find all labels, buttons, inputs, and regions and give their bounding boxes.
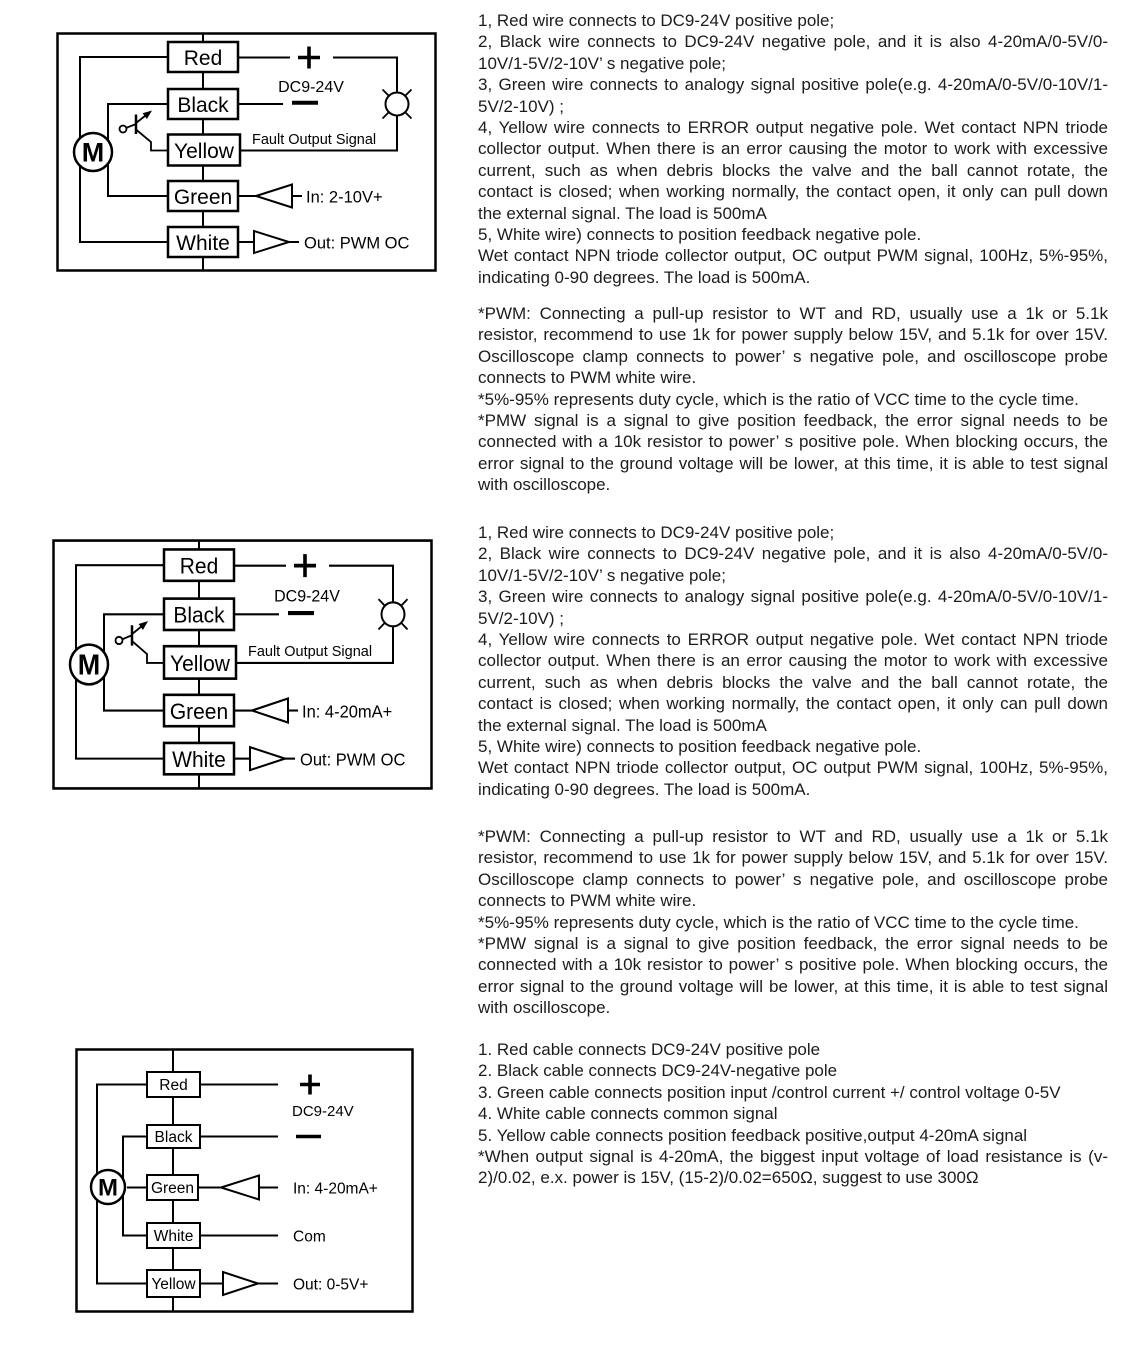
wire-label-yellow: Yellow [151,1276,196,1293]
common-signal-label: Com [293,1228,326,1246]
paragraph: *PWM: Connecting a pull-up resistor to WT and RD, usually use a 1k or 5.1k resistor, recommend to use 1k for power supply below 15V, and 5.1k for over 15V. Oscilloscope clamp connects to power’ s negative pole, and oscilloscope probe connects to PWM white wire. [478,827,1108,911]
paragraph: Wet contact NPN triode collector output, OC output PWM signal, 100Hz, 5%-95%, indicating 0-90 degrees. The load is 500mA. [478,758,1108,799]
paragraph: 1, Red wire connects to DC9-24V positive pole; [478,523,835,542]
paragraph: *PMW signal is a signal to give position feedback, the error signal needs to be connected with a 10k resistor to power’ s positive pole. When blocking occurs, the error signal to the ground voltage will be lower, at this time, it is able to test signal with oscilloscope. [478,411,1108,495]
wire-label-red: Red [183,47,223,70]
wire-label-black: Black [177,94,229,117]
wire-label-white: White [153,1228,194,1245]
wire-label-black: Black [154,1129,193,1146]
power-label: DC9-24V [278,79,344,96]
wire-label-yellow: Yellow [170,651,230,676]
paragraph: *5%-95% represents duty cycle, which is the ratio of VCC time to the cycle time. [478,389,1079,409]
power-label: DC9-24V [292,1103,354,1120]
output-signal-label: Out: 0-5V+ [293,1276,369,1294]
paragraph: 4. White cable connects common signal [478,1104,778,1124]
wiring-diagram-feedback [75,1048,414,1313]
input-signal-label: In: 4-20mA+ [302,701,393,722]
motor-label: M [98,1174,118,1202]
paragraph: 3. Green cable connects position input /control current +/ control voltage 0-5V [478,1082,1061,1102]
paragraph: 5, White wire) connects to position feedback negative pole. [478,737,922,757]
wiring-notes-block-1 [478,10,1108,288]
motor-label: M [81,137,105,168]
fault-output-label: Fault Output Signal [252,132,377,148]
wire-label-white: White [172,747,226,773]
paragraph: *5%-95% represents duty cycle, which is the ratio of VCC time to the cycle time. [478,912,1079,932]
power-label: DC9-24V [274,587,340,606]
wire-label-red: Red [159,1077,188,1094]
fault-indicator-lamp-icon [382,602,405,626]
paragraph: 2. Black cable connects DC9-24V-negative pole [478,1061,838,1081]
wiring-diagram-current-input [52,539,433,790]
input-signal-label: In: 4-20mA+ [293,1180,378,1198]
paragraph: 1. Red cable connects DC9-24V positive pole [478,1040,821,1059]
wire-label-yellow: Yellow [174,140,234,163]
paragraph: *PMW signal is a signal to give position feedback, the error signal needs to be connected with a 10k resistor to power’ s positive pole. When blocking occurs, the error signal to the ground voltage will be lower, at this time, it is able to test signal with oscilloscope. [478,934,1108,1018]
paragraph: Wet contact NPN triode collector output, OC output PWM signal, 100Hz, 5%-95%, indicating 0-90 degrees. The load is 500mA. [478,246,1108,287]
paragraph: 5. Yellow cable connects position feedback positive,output 4-20mA signal [478,1125,1028,1145]
paragraph: 2, Black wire connects to DC9-24V negative pole, and it is also 4-20mA/0-5V/0-10V/1-5V/2-10V’ s negative pole; [478,544,1108,585]
wiring-diagram-voltage-input [56,32,437,272]
wire-label-red: Red [179,554,219,579]
pwm-notes-block-1 [478,303,1108,496]
wire-label-white: White [176,232,230,255]
wire-label-green: Green [150,1180,195,1197]
fault-indicator-lamp-icon [386,93,409,116]
paragraph: 5, White wire) connects to position feedback negative pole. [478,225,922,245]
paragraph: *When output signal is 4-20mA, the biggest input voltage of load resistance is (v-2)/0.02, e.x. power is 15V, (15-2)/0.02=650Ω, suggest to use 300Ω [478,1147,1108,1188]
paragraph: 3, Green wire connects to analogy signal positive pole(e.g. 4-20mA/0-5V/0-10V/1-5V/2-10V) ; [478,75,1108,116]
output-signal-label: Out: PWM OC [304,234,410,253]
fault-output-label: Fault Output Signal [248,643,373,661]
wiring-notes-block-2 [478,522,1108,800]
paragraph: 3, Green wire connects to analogy signal positive pole(e.g. 4-20mA/0-5V/0-10V/1-5V/2-10V) ; [478,587,1108,628]
wire-label-green: Green [173,186,233,209]
pwm-notes-block-2 [478,826,1108,1019]
input-signal-label: In: 2-10V+ [306,188,383,207]
wire-label-black: Black [173,603,225,628]
wiring-notes-block-3 [478,1039,1108,1189]
output-signal-label: Out: PWM OC [300,750,406,770]
paragraph: 1, Red wire connects to DC9-24V positive pole; [478,11,835,30]
paragraph: 2, Black wire connects to DC9-24V negative pole, and it is also 4-20mA/0-5V/0-10V/1-5V/2-10V’ s negative pole; [478,32,1108,73]
paragraph: 4, Yellow wire connects to ERROR output negative pole. Wet contact NPN triode collector output. When there is an error causing the motor to work with excessive current, such as when debris blocks the valve and the ball cannot rotate, the contact is closed; when working normally, the contact open, it only can pull down the external signal. The load is 500mA [478,118,1108,223]
motor-label: M [77,648,101,681]
paragraph: 4, Yellow wire connects to ERROR output negative pole. Wet contact NPN triode collector output. When there is an error causing the motor to work with excessive current, such as when debris blocks the valve and the ball cannot rotate, the contact is closed; when working normally, the contact open, it only can pull down the external signal. The load is 500mA [478,630,1108,735]
paragraph: *PWM: Connecting a pull-up resistor to WT and RD, usually use a 1k or 5.1k resistor, recommend to use 1k for power supply below 15V, and 5.1k for over 15V. Oscilloscope clamp connects to power’ s negative pole, and oscilloscope probe connects to PWM white wire. [478,304,1108,388]
wire-label-green: Green [169,699,229,724]
